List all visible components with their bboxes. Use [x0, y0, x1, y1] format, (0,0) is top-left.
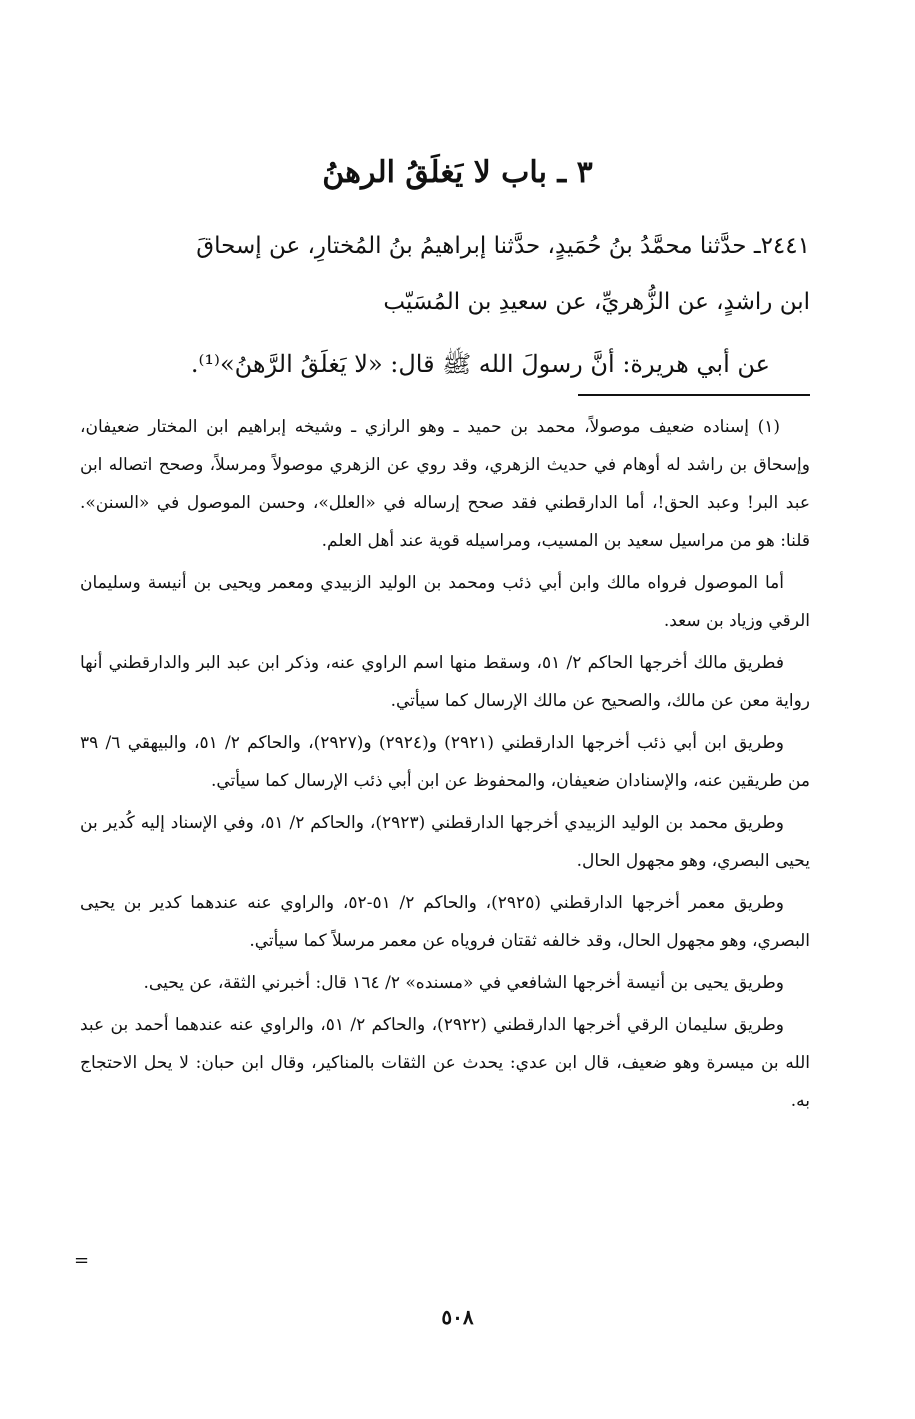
- footnote-paragraph: (١) إسناده ضعيف موصولاً، محمد بن حميد ـ وهو الرازي ـ وشيخه إبراهيم ابن المختار ضعيفان، وإسحاق بن راشد له أوهام في حديث الزهري، وقد روي عن الزهري موصولاً ومرسلاً، وصحح اتصاله ابن عبد البر! وعبد الحق!، أما الدارقطني فقد صحح إرساله في «العلل»، وحسن الموصول في «السنن». قلنا: هو من مراسيل سعيد بن المسيب، ومراسيله قوية عند أهل العلم.: [80, 417, 810, 551]
- footnotes: [80, 408, 810, 1124]
- footnote-paragraph: أما الموصول فرواه مالك وابن أبي ذئب ومحمد بن الوليد الزبيدي ومعمر ويحيى بن أنيسة وسليمان الرقي وزياد بن سعد.: [80, 573, 810, 631]
- footnote-paragraph: وطريق سليمان الرقي أخرجها الدارقطني (٢٩٢٢)، والحاكم ٢/ ٥١، والراوي عنه عندهما أحمد بن عبد الله بن ميسرة وهو ضعيف، قال ابن عدي: يحدث عن الثقات بالمناكير، وقال ابن حبان: لا يحل الاحتجاج به.: [80, 1015, 810, 1111]
- footnote-paragraph: وطريق ابن أبي ذئب أخرجها الدارقطني (٢٩٢١) و(٢٩٢٤) و(٢٩٢٧)، والحاكم ٢/ ٥١، والبيهقي ٦/ ٣٩ من طريقين عنه، والإسنادان ضعيفان، والمحفوظ عن ابن أبي ذئب الإرسال كما سيأتي.: [80, 733, 810, 791]
- footnote-paragraph: فطريق مالك أخرجها الحاكم ٢/ ٥١، وسقط منها اسم الراوي عنه، وذكر ابن عبد البر والدارقطني أنها رواية معن عن مالك، والصحيح عن مالك الإرسال كما سيأتي.: [80, 653, 810, 711]
- hadith-isnad-line-2: ابن راشدٍ، عن الزُّهريِّ، عن سعيدِ بن المُسَيّب: [383, 289, 810, 315]
- footnote-separator: [578, 394, 810, 396]
- continuation-mark: =: [74, 1250, 90, 1271]
- hadith-text: عن أبي هريرة: أنَّ رسولَ الله ﷺ قال: «لا يَغلَقُ الرَّهنُ»⁽¹⁾.: [190, 350, 770, 378]
- footnote-paragraph: وطريق معمر أخرجها الدارقطني (٢٩٢٥)، والحاكم ٢/ ٥١-٥٢، والراوي عنه عندهما كدير بن يحيى البصري، وهو مجهول الحال، وقد خالفه ثقتان فروياه عن معمر مرسلاً كما سيأتي.: [80, 893, 810, 951]
- page-number: ٥٠٨: [441, 1305, 474, 1329]
- chapter-title: ٣ ـ باب لا يَغلَقُ الرهنُ: [322, 155, 593, 190]
- hadith-isnad-line-1: ٢٤٤١ـ حدَّثنا محمَّدُ بنُ حُمَيدٍ، حدَّثنا إبراهيمُ بنُ المُختارِ، عن إسحاقَ: [196, 233, 810, 259]
- footnote-paragraph: وطريق محمد بن الوليد الزبيدي أخرجها الدارقطني (٢٩٢٣)، والحاكم ٢/ ٥١، وفي الإسناد إليه كُدير بن يحيى البصري، وهو مجهول الحال.: [80, 813, 810, 871]
- footnote-paragraph: وطريق يحيى بن أنيسة أخرجها الشافعي في «مسنده» ٢/ ١٦٤ قال: أخبرني الثقة، عن يحيى.: [143, 973, 784, 993]
- hadith-block: [80, 218, 810, 392]
